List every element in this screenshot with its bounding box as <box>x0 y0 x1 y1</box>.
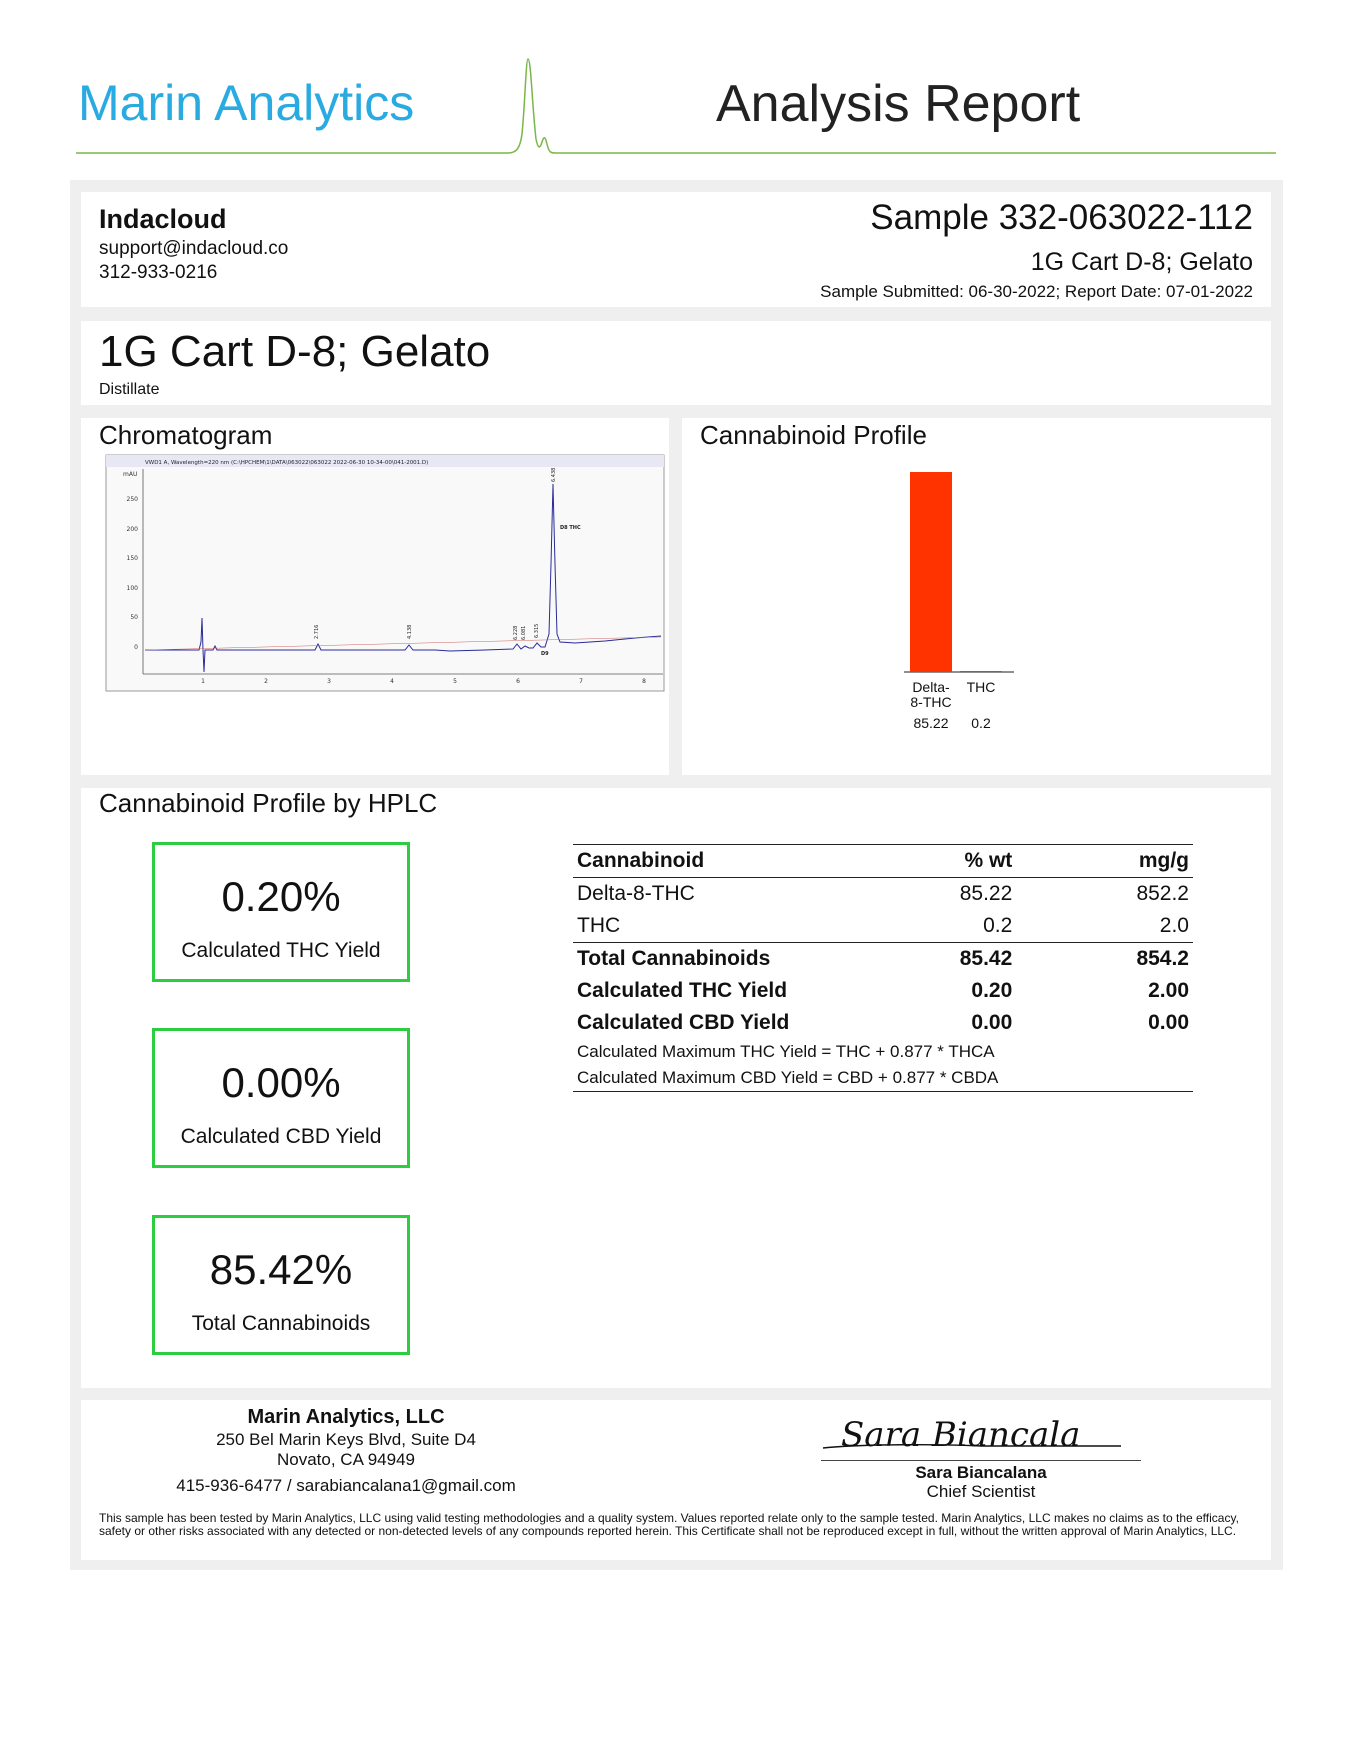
cell-name: THC <box>577 914 621 937</box>
x-tick: 8 <box>642 678 646 685</box>
note-row <box>573 1039 1193 1065</box>
cannabinoid-bar-chart <box>682 418 1271 775</box>
footer-company: Marin Analytics, LLC <box>247 1406 445 1428</box>
chromatogram-unit: mAU <box>123 471 138 478</box>
x-tick: 3 <box>327 678 331 685</box>
value-label: 85.22 <box>913 715 949 731</box>
formula-note: Calculated Maximum THC Yield = THC + 0.877 * THCA <box>577 1042 995 1061</box>
total-cannabinoids-label: Total Cannabinoids <box>191 1312 371 1335</box>
peak-label: 6.438 <box>551 467 557 482</box>
table-row <box>573 878 1193 911</box>
hplc-panel <box>81 788 1271 1388</box>
peak-label: 6.081 <box>521 625 527 640</box>
cell-mg: 2.00 <box>1148 979 1189 1002</box>
note-row <box>573 1065 1193 1092</box>
footer-contact: 415-936-6477 / sarabiancalana1@gmail.com <box>176 1476 516 1495</box>
lab-logo-text: Marin Analytics <box>78 75 415 131</box>
sample-dates: Sample Submitted: 06-30-2022; Report Date: 07-01-2022 <box>820 282 1253 301</box>
client-phone: 312-933-0216 <box>99 262 218 283</box>
x-tick: 2 <box>264 678 268 685</box>
cell-mg: 0.00 <box>1148 1011 1189 1034</box>
total-cannabinoids-box <box>152 1215 410 1355</box>
signature-text: Sara Biancala <box>841 1415 1081 1455</box>
x-tick: 5 <box>453 678 457 685</box>
cannabinoid-table <box>573 844 1193 1092</box>
sample-id: Sample 332-063022-112 <box>870 198 1253 237</box>
total-cannabinoids-value: 85.42% <box>209 1246 353 1293</box>
chromatogram-plot <box>105 454 665 694</box>
client-panel <box>81 192 1271 307</box>
report-title: Analysis Report <box>716 75 1081 133</box>
total-row <box>573 943 1193 976</box>
y-tick: 150 <box>126 555 138 562</box>
yield-row <box>573 975 1193 1007</box>
product-name: 1G Cart D-8; Gelato <box>99 327 491 376</box>
product-type: Distillate <box>99 381 160 398</box>
peak-label: 2.716 <box>314 624 320 639</box>
peak-label: 4.138 <box>407 624 413 639</box>
x-tick: 1 <box>201 678 205 685</box>
x-tick: 7 <box>579 678 583 685</box>
footer-address1: 250 Bel Marin Keys Blvd, Suite D4 <box>216 1430 476 1449</box>
cell-pct: 85.22 <box>959 882 1013 905</box>
chromatogram-panel <box>81 418 669 775</box>
table-row <box>573 910 1193 943</box>
signature-line <box>821 1460 1141 1461</box>
footer-address2: Novato, CA 94949 <box>277 1450 415 1469</box>
y-tick: 50 <box>130 614 138 621</box>
compound-label: D8 THC <box>560 525 581 531</box>
chart-title: Cannabinoid Profile <box>700 420 927 450</box>
y-tick: 100 <box>126 585 138 592</box>
chromatogram-signal-label: VWD1 A, Wavelength=220 nm (C:\HPCHEM\1\DATA\063022\063022 2022-06-30 10-34-00\041-2001.D) <box>145 460 429 466</box>
disclaimer: This sample has been tested by Marin Analytics, LLC using valid testing methodologies and a quality system. Values reported relate only to the sample tested. Marin Analytics, LLC makes no claims as to the efficacy, safety or other risks associated with any detected or non-detected levels of any compounds reported herein. This Certificate shall not be reproduced except in full, without the written approval of Marin Analytics, LLC. <box>99 1511 1239 1538</box>
cell-pct: 0.00 <box>971 1011 1013 1034</box>
cbd-yield-box <box>152 1028 410 1168</box>
product-panel <box>81 321 1271 405</box>
cbd-yield-value: 0.00% <box>221 1059 341 1106</box>
cell-name: Delta-8-THC <box>577 882 695 905</box>
y-tick: 250 <box>126 496 138 503</box>
sample-product: 1G Cart D-8; Gelato <box>1030 248 1253 276</box>
yield-row <box>573 1007 1193 1039</box>
category-label: Delta-8-THC <box>910 679 952 710</box>
cell-pct: 85.42 <box>959 947 1013 970</box>
peak-label: 6.228 <box>513 625 519 640</box>
signer-title: Chief Scientist <box>926 1482 1036 1501</box>
cell-pct: 0.2 <box>983 914 1013 937</box>
thc-yield-box <box>152 842 410 982</box>
thc-yield-value: 0.20% <box>221 873 341 920</box>
bar-delta-8-thc <box>910 472 952 672</box>
x-tick: 4 <box>390 678 394 685</box>
cell-mg: 2.0 <box>1159 914 1189 937</box>
cell-name: Calculated CBD Yield <box>577 1011 790 1034</box>
cell-mg: 854.2 <box>1136 947 1189 970</box>
cell-mg: 852.2 <box>1136 882 1189 905</box>
signer-name: Sara Biancalana <box>915 1463 1047 1482</box>
cell-name: Calculated THC Yield <box>577 979 788 1002</box>
y-tick: 200 <box>126 526 138 533</box>
header-cannabinoid: Cannabinoid <box>577 849 705 872</box>
y-tick: 0 <box>134 644 138 651</box>
signature-image <box>821 1406 1221 1458</box>
bar-thc <box>960 671 1002 672</box>
formula-note: Calculated Maximum CBD Yield = CBD + 0.877 * CBDA <box>577 1068 999 1087</box>
cell-name: Total Cannabinoids <box>577 947 771 970</box>
client-email: support@indacloud.co <box>99 238 289 259</box>
client-name: Indacloud <box>99 204 227 234</box>
peak-label: 6.315 <box>534 623 540 638</box>
chromatogram-title: Chromatogram <box>99 420 273 450</box>
footer-panel <box>81 1400 1271 1560</box>
hplc-title: Cannabinoid Profile by HPLC <box>99 788 438 818</box>
value-label: 0.2 <box>971 715 991 731</box>
table-header-row <box>573 845 1193 878</box>
thc-yield-label: Calculated THC Yield <box>181 939 381 962</box>
category-label: THC <box>966 679 996 695</box>
x-tick: 6 <box>516 678 520 685</box>
cannabinoid-profile-panel <box>682 418 1271 775</box>
cell-pct: 0.20 <box>971 979 1013 1002</box>
header-pct-wt: % wt <box>964 849 1013 872</box>
header-mg-g: mg/g <box>1138 849 1189 872</box>
d9-label: D9 <box>541 651 549 657</box>
cbd-yield-label: Calculated CBD Yield <box>180 1125 382 1148</box>
